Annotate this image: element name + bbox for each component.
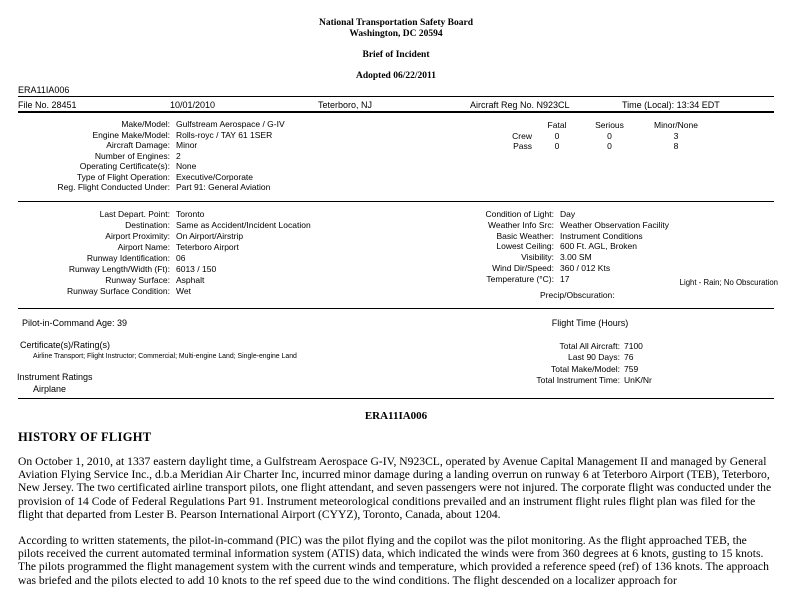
field-label: Reg. Flight Conducted Under: — [57, 182, 170, 192]
divider — [18, 308, 774, 309]
injury-header-row — [482, 120, 715, 131]
field-row — [15, 130, 285, 141]
org-name: National Transportation Safety Board — [318, 18, 474, 28]
field-row — [450, 352, 652, 363]
field-label: Weather Info Src: — [488, 219, 554, 230]
file-number: File No. 28451 — [18, 100, 77, 110]
field-row — [15, 275, 311, 286]
field-label: Operating Certificate(s): — [79, 161, 170, 171]
event-date: 10/01/2010 — [170, 100, 216, 110]
field-row — [15, 119, 285, 130]
field-label: Airport Name: — [117, 242, 170, 252]
field-row — [15, 220, 311, 231]
field-row — [15, 231, 311, 242]
field-label: Type of Flight Operation: — [76, 171, 170, 182]
injury-row-label: Crew — [512, 130, 532, 141]
field-row — [450, 263, 669, 274]
field-label: Runway Surface: — [105, 275, 170, 285]
doc-type-title: Brief of Incident — [362, 50, 430, 60]
event-location: Teterboro, NJ — [318, 100, 373, 110]
field-label: Engine Make/Model: — [92, 129, 170, 140]
field-value: Part 91: General Aviation — [176, 182, 271, 192]
field-label: Total All Aircraft: — [559, 341, 620, 351]
injury-cell: 0 — [607, 141, 612, 152]
field-row — [450, 231, 669, 242]
injury-table — [482, 120, 715, 152]
field-label: Temperature (°C): — [486, 273, 554, 284]
field-value: Same as Accident/Incident Location — [176, 220, 311, 230]
field-label: Lowest Ceiling: — [496, 241, 554, 252]
divider — [18, 398, 774, 399]
aircraft-registration: Aircraft Reg No. N923CL — [470, 100, 570, 110]
precip-obscuration-label: Precip/Obscuration: — [540, 290, 615, 300]
injury-row-crew — [482, 131, 715, 142]
field-value: 06 — [176, 253, 186, 263]
aircraft-info-block — [15, 119, 285, 193]
field-label: Visibility: — [521, 252, 554, 263]
injury-row-label: Pass — [513, 141, 532, 152]
local-time: Time (Local): 13:34 EDT — [622, 100, 720, 110]
case-id: ERA11IA006 — [18, 85, 70, 95]
injury-cell: 0 — [554, 130, 560, 141]
instrument-ratings-heading: Instrument Ratings — [17, 372, 93, 382]
flight-time-block — [450, 341, 652, 387]
injury-cell: 8 — [673, 141, 679, 152]
field-value: Day — [560, 209, 576, 219]
certificates-ratings-value: Airline Transport; Flight Instructor; Commercial; Multi-engine Land; Single-engine Land — [33, 353, 297, 360]
injury-corner — [482, 120, 532, 131]
flight-time-heading: Flight Time (Hours) — [551, 318, 629, 328]
field-value: None — [176, 161, 197, 171]
flight-info-block — [15, 209, 311, 297]
history-of-flight-heading: HISTORY OF FLIGHT — [18, 430, 152, 444]
pilot-age: Pilot-in-Command Age: 39 — [22, 318, 128, 328]
field-label: Total Make/Model: — [551, 363, 620, 374]
field-value: 17 — [560, 273, 570, 284]
field-row — [15, 242, 311, 253]
field-label: Basic Weather: — [496, 230, 554, 241]
narrative-case-id: ERA11IA006 — [364, 410, 428, 422]
field-row — [450, 252, 669, 263]
field-value: UnK/Nr — [624, 375, 652, 386]
field-row — [450, 220, 669, 231]
field-row — [450, 209, 669, 220]
field-row — [15, 140, 285, 151]
field-value: Toronto — [176, 209, 205, 219]
field-value: Teterboro Airport — [176, 242, 239, 252]
field-label: Destination: — [125, 220, 170, 230]
field-value: 3.00 SM — [560, 252, 592, 263]
certificates-ratings-heading: Certificate(s)/Rating(s) — [20, 340, 111, 350]
field-value: Weather Observation Facility — [560, 219, 669, 230]
field-label: Runway Surface Condition: — [66, 286, 170, 296]
field-label: Wind Dir/Speed: — [492, 262, 554, 273]
injury-col-header: Fatal — [547, 120, 567, 130]
field-row — [15, 209, 311, 220]
field-row — [450, 364, 652, 375]
field-label: Airport Proximity: — [105, 231, 170, 241]
narrative-paragraph-2: According to written statements, the pilot-in-command (PIC) was the pilot flying and the copilot was the pilot monitoring. As the flight approached TEB, the pilots received the current automated terminal information system (ATIS) data, which indicated the winds were from 360 degrees at 6 knots, gusting to 15 knots. The pilots programmed the flight management system with the current winds and temperature, which provided a reference speed (ref) of 136 knots. The approach was briefed and the pilots elected to add 10 knots to the ref speed due to the wind conditions. The flight descended on a localizer approach for — [18, 534, 769, 587]
field-value: Executive/Corporate — [176, 171, 254, 182]
field-value: Asphalt — [176, 275, 205, 285]
injury-col-header: Minor/None — [654, 120, 698, 130]
field-value: 2 — [176, 150, 181, 161]
field-value: Instrument Conditions — [560, 230, 643, 241]
field-value: Minor — [176, 140, 198, 150]
field-value: 360 / 012 Kts — [560, 262, 611, 273]
field-value: 7100 — [624, 341, 643, 351]
field-value: Wet — [176, 286, 191, 296]
field-label: Aircraft Damage: — [106, 140, 170, 150]
injury-cell: 0 — [607, 130, 612, 141]
field-row — [15, 286, 311, 297]
field-row — [15, 264, 311, 275]
field-label: Total Instrument Time: — [536, 375, 620, 386]
field-row — [15, 161, 285, 172]
field-value: 76 — [624, 352, 634, 363]
adopted-date: Adopted 06/22/2011 — [356, 71, 436, 81]
field-row — [15, 151, 285, 162]
narrative-body — [18, 455, 772, 600]
field-value: 759 — [624, 363, 639, 374]
divider — [18, 201, 774, 202]
weather-block — [450, 209, 669, 285]
field-row — [15, 253, 311, 264]
field-value: 6013 / 150 — [176, 264, 217, 274]
field-label: Runway Identification: — [86, 253, 170, 263]
field-label: Condition of Light: — [485, 209, 554, 219]
injury-row-pass — [482, 141, 715, 152]
field-label: Number of Engines: — [94, 150, 170, 161]
injury-cell: 0 — [554, 141, 560, 152]
field-value: Rolls-royc / TAY 61 1SER — [176, 129, 273, 140]
precip-obscuration-value: Light - Rain; No Obscuration — [679, 278, 778, 287]
field-label: Runway Length/Width (Ft): — [68, 264, 170, 274]
org-address: Washington, DC 20594 — [349, 29, 443, 39]
field-value: Gulfstream Aerospace / G-IV — [176, 119, 285, 129]
field-label: Make/Model: — [121, 119, 170, 129]
field-row — [450, 241, 669, 252]
divider — [18, 96, 774, 97]
field-label: Last 90 Days: — [568, 352, 620, 363]
instrument-ratings-value: Airplane — [33, 384, 67, 394]
field-row — [15, 182, 285, 193]
field-row — [15, 172, 285, 183]
field-row — [450, 341, 652, 352]
field-value: 600 Ft. AGL, Broken — [560, 241, 638, 252]
divider — [18, 111, 774, 113]
field-label: Last Depart. Point: — [99, 209, 170, 219]
field-value: On Airport/Airstrip — [176, 231, 244, 241]
injury-col-header: Serious — [595, 120, 624, 130]
injury-cell: 3 — [673, 130, 679, 141]
field-row — [450, 375, 652, 386]
narrative-paragraph-1: On October 1, 2010, at 1337 eastern daylight time, a Gulfstream Aerospace G-IV, N923CL, operated by Avenue Capital Management II and managed by General Aviation Flying Service Inc., d.b.a Meridian Air Charter Inc, incurred minor damage during a landing overrun on runway 6 at Teterboro Airport (TEB), Teterboro, New Jersey. The two certificated airline transport pilots, one flight attendant, and seven passengers were not injured. The corporate flight was conducted under the provision of 14 Code of Federal Regulations Part 91. Instrument meteorological conditions prevailed and an instrument flight rules flight plan was filed for the flight that departed from Lester B. Pearson International Airport (CYYZ), Toronto, Canada, about 1204. — [18, 455, 772, 521]
